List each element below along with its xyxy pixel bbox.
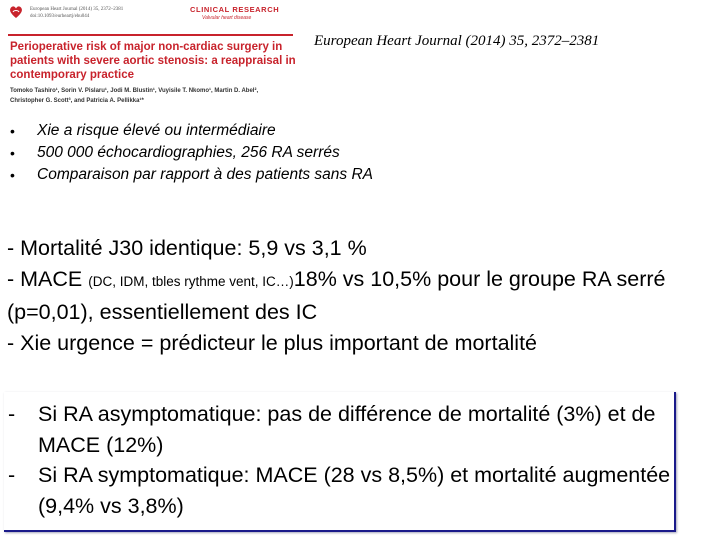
bullet-icon: •: [10, 167, 15, 183]
result-mace-prefix: - MACE: [7, 266, 89, 291]
citation: European Heart Journal (2014) 35, 2372–2381: [314, 33, 600, 49]
bullet-icon: •: [10, 123, 15, 139]
results-section: [7, 233, 713, 358]
result-mace-values: 18% vs 10,5% pour le groupe RA serré (p=0,01), essentiellement des IC: [7, 266, 666, 324]
article-header-clipping: [0, 0, 300, 116]
journal-meta-line: doi:10.1093/eurheartj/ehu044: [30, 14, 90, 19]
list-item: [4, 399, 684, 460]
list-item: [10, 120, 373, 142]
bullet-text: Comparaison par rapport à des patients sans RA: [37, 166, 374, 183]
dash-marker: -: [8, 402, 16, 426]
heart-logo-icon: [8, 4, 24, 20]
list-item: [4, 460, 684, 521]
subsection-label: Valvular heart disease: [202, 15, 252, 21]
bullet-icon: •: [10, 145, 15, 161]
article-title: Perioperative risk of major non-cardiac surgery in patients with severe aortic stenosis: a reappraisal in contemporary practice: [10, 41, 296, 81]
conclusion-asymptomatic: Si RA asymptomatique: pas de différence de mortalité (3%) et de MACE (12%): [38, 402, 656, 457]
study-bullet-list: [10, 120, 373, 186]
header-divider: [8, 34, 293, 36]
journal-meta: [30, 6, 123, 20]
article-authors: Tomoko Tashiro¹, Sorin V. Pislaru¹, Jodi M. Blustin¹, Vuyisile T. Nkomo¹, Martin D. Abel², Christopher G. Scott³, and Patricia A. Pellikka¹*: [10, 88, 259, 104]
conclusion-symptomatic: Si RA symptomatique: MACE (28 vs 8,5%) et mortalité augmentée (9,4% vs 3,8%): [38, 463, 671, 518]
result-urgency: - Xie urgence = prédicteur le plus important de mortalité: [7, 330, 538, 355]
list-item: [10, 142, 373, 164]
dash-marker: -: [8, 463, 16, 487]
result-mortality: - Mortalité J30 identique: 5,9 vs 3,1 %: [7, 236, 367, 260]
list-item: [10, 164, 373, 186]
bullet-text: 500 000 échocardiographies, 256 RA serrés: [37, 144, 340, 161]
journal-meta-line: European Heart Journal (2014) 35, 2372–2381: [30, 7, 124, 12]
conclusion-list: [4, 399, 684, 521]
section-label: CLINICAL RESEARCH: [190, 5, 280, 14]
bullet-text: Xie a risque élevé ou intermédiaire: [37, 122, 276, 139]
result-mace: [7, 264, 713, 328]
result-mace-definition: (DC, IDM, tbles rythme vent, IC…): [88, 273, 294, 289]
